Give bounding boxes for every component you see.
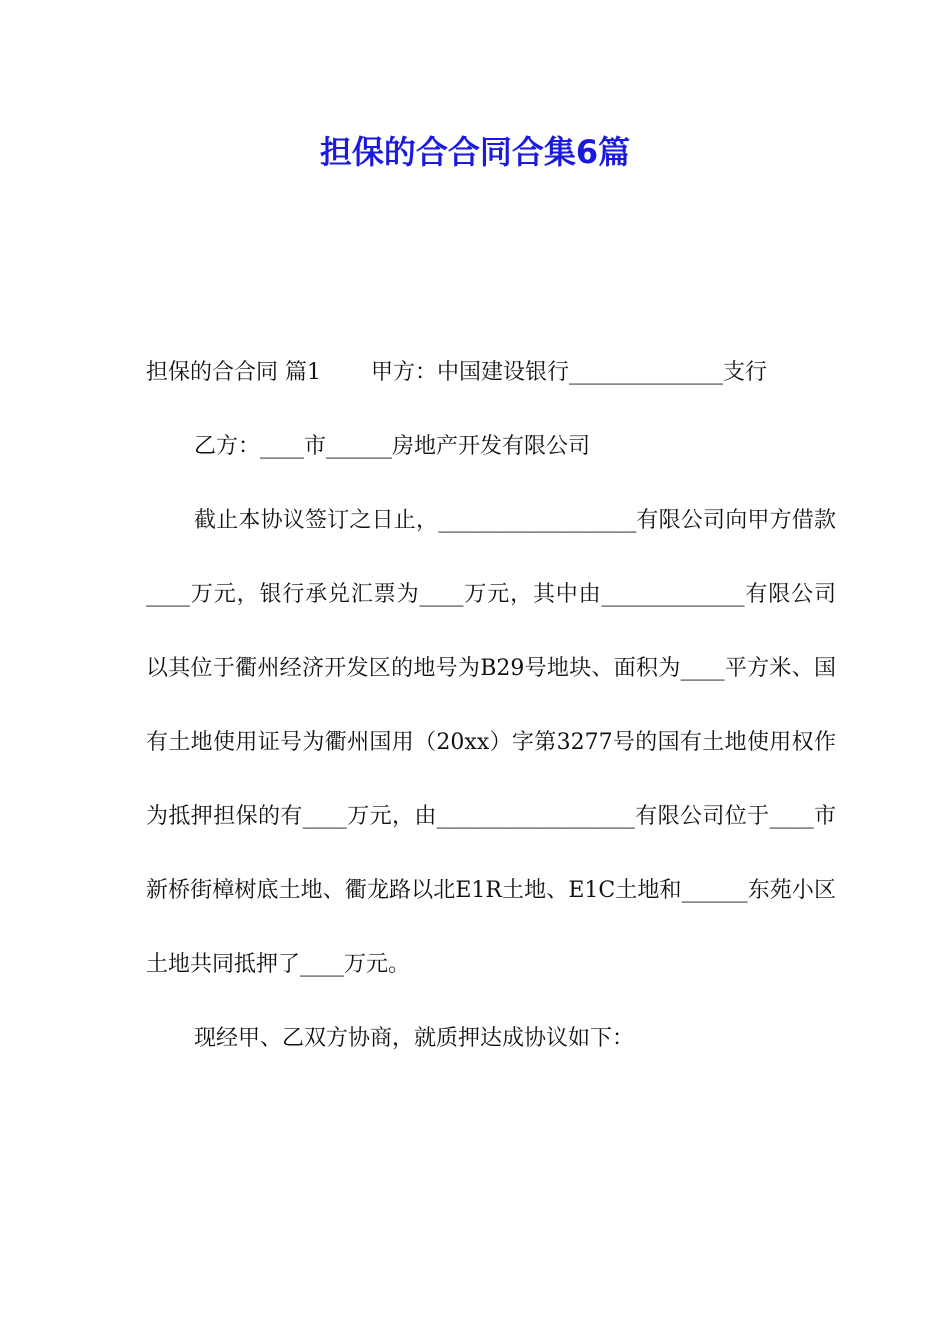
document-title: 担保的合合同合集6篇 bbox=[319, 133, 631, 171]
paragraph-party-a bbox=[146, 336, 836, 410]
paragraph-loan-details: 截止本协议签订之日止，__________________有限公司向甲方借款____万元，银行承兑汇票为____万元，其中由_____________有限公司以其位于衢州经济开发区的地号为B29号地块、面积为____平方米、国有土地使用证号为衢州国用（20xx）字第3277号的国有土地使用权作为抵押担保的有____万元，由__________________有限公司位于____市新桥街樟树底土地、衢龙路以北E1R土地、E1C土地和______东苑小区土地共同抵押了____万元。 bbox=[146, 508, 836, 977]
document-body bbox=[146, 336, 836, 1076]
section-heading: 担保的合合同 篇1 bbox=[146, 360, 321, 385]
paragraph-agreement-intro: 现经甲、乙双方协商，就质押达成协议如下： bbox=[194, 1026, 635, 1051]
party-a-text: 甲方：中国建设银行______________支行 bbox=[371, 360, 768, 385]
paragraph-party-b: 乙方：____市______房地产开发有限公司 bbox=[194, 434, 591, 459]
